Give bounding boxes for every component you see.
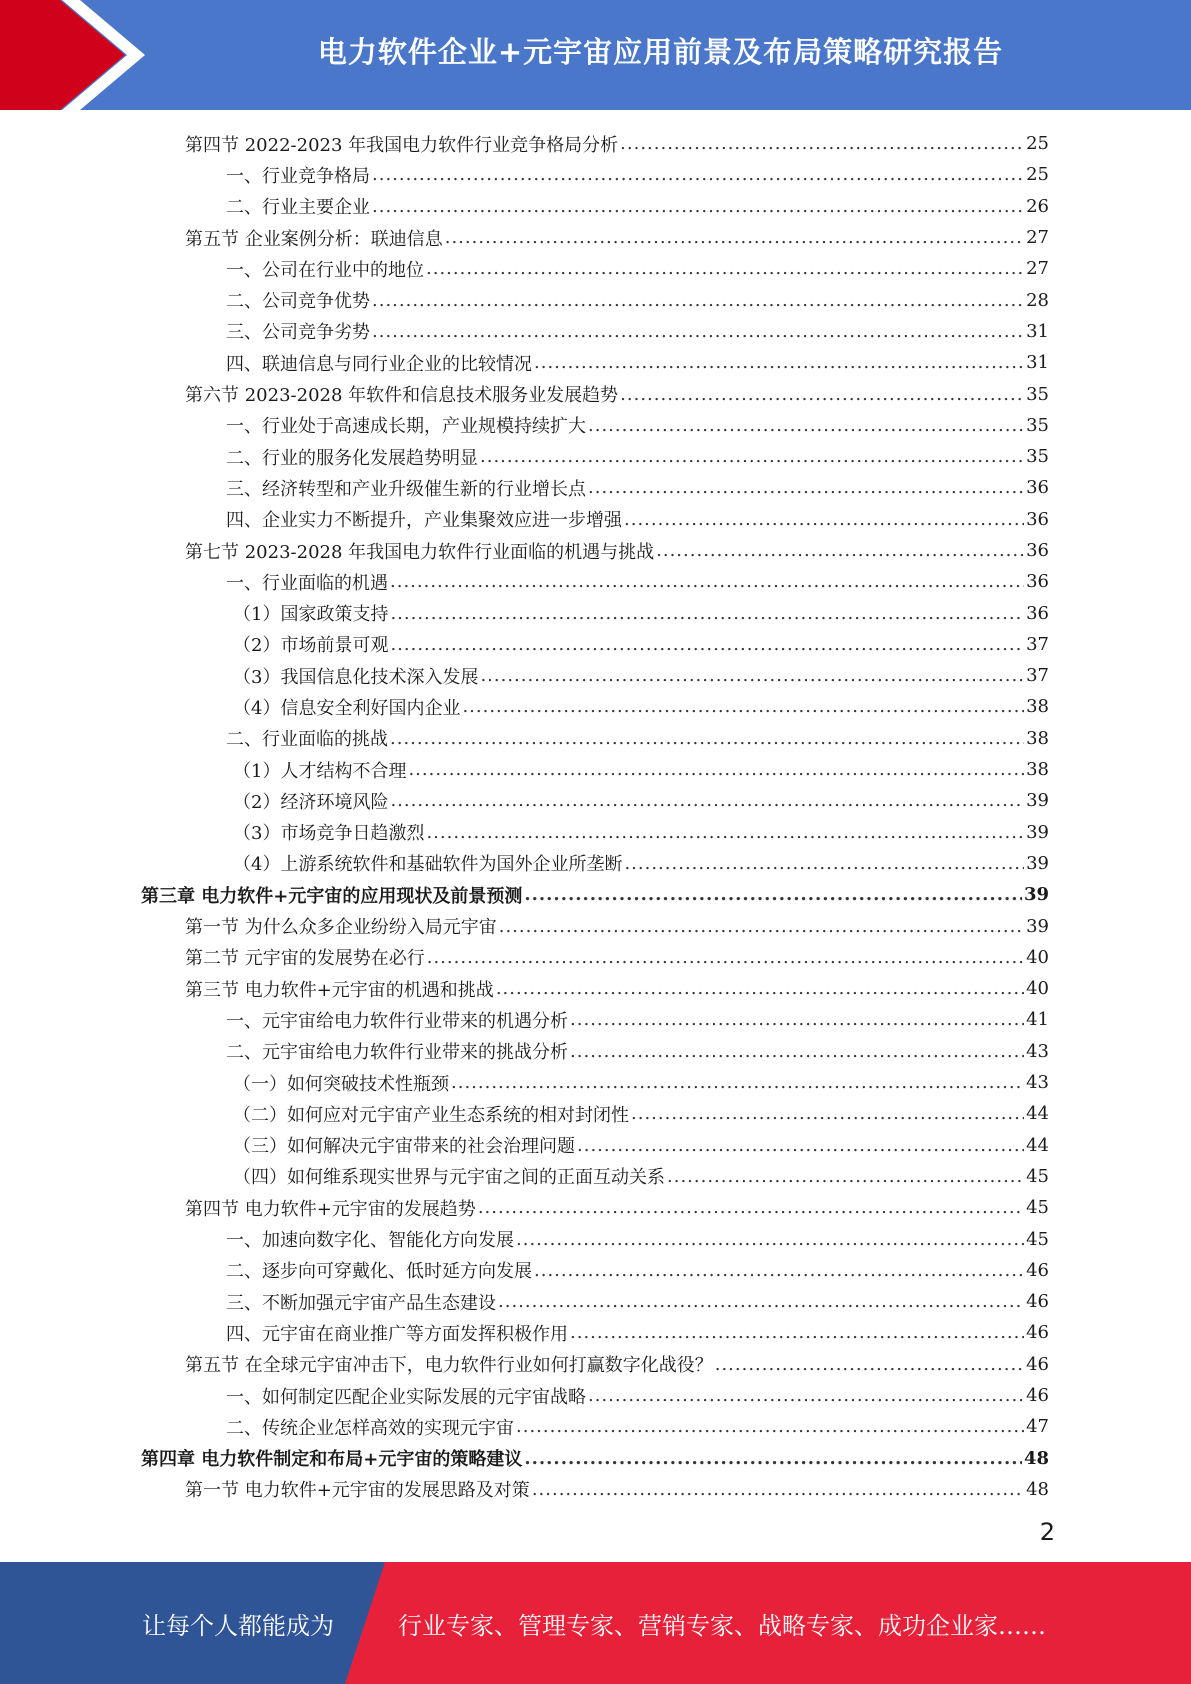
toc-section-row[interactable] (141, 910, 1049, 941)
toc-entry-page: 44 (1026, 1103, 1049, 1125)
toc-subsection-row[interactable] (141, 754, 1049, 785)
toc-entry-title: （4）上游系统软件和基础软件为国外企业所垄断 (233, 854, 623, 876)
toc-subsection-row[interactable] (141, 410, 1049, 441)
toc-dot-leader (499, 916, 1024, 937)
toc-entry-title: （四）如何维系现实世界与元宇宙之间的正面互动关系 (233, 1167, 665, 1189)
toc-dot-leader (516, 1229, 1024, 1250)
toc-entry-title: （2）市场前景可观 (233, 635, 389, 657)
toc-subsection-row[interactable] (141, 1130, 1049, 1161)
toc-dot-leader (656, 540, 1024, 561)
toc-entry-title: 二、公司竞争优势 (226, 291, 370, 313)
page-footer (0, 1562, 1191, 1684)
toc-subsection-row[interactable] (141, 1161, 1049, 1192)
toc-entry-title: 第一节 为什么众多企业纷纷入局元宇宙 (185, 917, 497, 939)
toc-entry-title: 二、逐步向可穿戴化、低时延方向发展 (226, 1261, 532, 1283)
toc-dot-leader (588, 477, 1024, 498)
toc-entry-title: （1）人才结构不合理 (233, 760, 407, 782)
toc-entry-title: 一、行业处于高速成长期，产业规模持续扩大 (226, 416, 586, 438)
toc-entry-title: （1）国家政策支持 (233, 604, 389, 626)
toc-entry-page: 39 (1026, 790, 1049, 812)
header-chevron-decoration (0, 0, 150, 110)
toc-subsection-row[interactable] (141, 1067, 1049, 1098)
footer-slogan-left: 让每个人都能成为 (142, 1611, 334, 1640)
toc-subsection-row[interactable] (141, 1004, 1049, 1035)
toc-section-row[interactable] (141, 222, 1049, 253)
toc-section-row[interactable] (141, 942, 1049, 973)
toc-subsection-row[interactable] (141, 848, 1049, 879)
toc-dot-leader (534, 352, 1024, 373)
table-of-contents (141, 128, 1049, 1505)
toc-entry-title: （二）如何应对元宇宙产业生态系统的相对封闭性 (233, 1104, 629, 1126)
toc-subsection-row[interactable] (141, 1036, 1049, 1067)
toc-entry-page: 28 (1026, 289, 1049, 311)
toc-entry-title: （3）我国信息化技术深入发展 (233, 666, 479, 688)
toc-dot-leader (390, 728, 1024, 749)
toc-dot-leader (631, 1103, 1024, 1124)
toc-dot-leader (480, 446, 1024, 467)
toc-entry-page: 45 (1026, 1165, 1049, 1187)
toc-entry-page: 36 (1026, 602, 1049, 624)
toc-subsection-row[interactable] (141, 785, 1049, 816)
toc-subsection-row[interactable] (141, 1223, 1049, 1254)
toc-subsection-row[interactable] (141, 1380, 1049, 1411)
toc-dot-leader (408, 759, 1024, 780)
toc-dot-leader (390, 571, 1024, 592)
toc-entry-page: 45 (1026, 1228, 1049, 1250)
toc-dot-leader (588, 1385, 1024, 1406)
toc-subsection-row[interactable] (141, 441, 1049, 472)
toc-entry-page: 47 (1026, 1416, 1049, 1438)
toc-subsection-row[interactable] (141, 817, 1049, 848)
toc-entry-page: 39 (1026, 852, 1049, 874)
toc-subsection-row[interactable] (141, 253, 1049, 284)
toc-entry-title: 第五节 企业案例分析：联迪信息 (185, 228, 443, 250)
toc-dot-leader (390, 790, 1024, 811)
toc-entry-page: 25 (1026, 164, 1049, 186)
toc-dot-leader (462, 696, 1024, 717)
toc-entry-title: 一、加速向数字化、智能化方向发展 (226, 1230, 514, 1252)
toc-entry-title: 三、经济转型和产业升级催生新的行业增长点 (226, 478, 586, 500)
toc-dot-leader (570, 1009, 1024, 1030)
toc-section-row[interactable] (141, 1192, 1049, 1223)
toc-entry-page: 39 (1026, 821, 1049, 843)
toc-dot-leader (532, 1479, 1024, 1500)
toc-entry-title: 四、企业实力不断提升，产业集聚效应进一步增强 (226, 510, 622, 532)
toc-subsection-row[interactable] (141, 1255, 1049, 1286)
toc-section-row[interactable] (141, 128, 1049, 159)
toc-dot-leader (390, 634, 1024, 655)
toc-entry-page: 36 (1026, 571, 1049, 593)
toc-entry-title: 第五节 在全球元宇宙冲击下，电力软件行业如何打赢数字化战役？ (185, 1355, 713, 1377)
toc-entry-page: 35 (1026, 446, 1049, 468)
toc-entry-title: 一、行业面临的机遇 (226, 572, 388, 594)
toc-entry-title: 二、传统企业怎样高效的实现元宇宙 (226, 1417, 514, 1439)
toc-dot-leader (524, 1448, 1022, 1469)
toc-dot-leader (620, 133, 1024, 154)
toc-entry-title: 第二节 元宇宙的发展势在必行 (185, 948, 425, 970)
toc-entry-page: 39 (1023, 884, 1049, 906)
toc-entry-page: 38 (1026, 727, 1049, 749)
toc-section-row[interactable] (141, 1474, 1049, 1505)
toc-dot-leader (426, 258, 1024, 279)
toc-chapter-row[interactable] (141, 879, 1049, 910)
toc-subsection-row[interactable] (141, 660, 1049, 691)
toc-entry-page: 26 (1026, 195, 1049, 217)
toc-entry-page: 36 (1026, 508, 1049, 530)
toc-entry-page: 46 (1026, 1385, 1049, 1407)
toc-entry-title: 第一节 电力软件+元宇宙的发展思路及对策 (185, 1480, 530, 1502)
toc-entry-title: 第三节 电力软件+元宇宙的机遇和挑战 (185, 979, 494, 1001)
toc-dot-leader (516, 1416, 1024, 1437)
toc-entry-title: 第四章 电力软件制定和布局+元宇宙的策略建议 (141, 1449, 523, 1471)
toc-entry-page: 37 (1026, 665, 1049, 687)
toc-entry-page: 45 (1026, 1197, 1049, 1219)
toc-entry-title: 二、元宇宙给电力软件行业带来的挑战分析 (226, 1042, 568, 1064)
toc-dot-leader (372, 164, 1024, 185)
toc-entry-page: 38 (1026, 696, 1049, 718)
toc-entry-page: 31 (1026, 352, 1049, 374)
toc-entry-page: 27 (1026, 258, 1049, 280)
toc-entry-page: 37 (1026, 633, 1049, 655)
toc-entry-title: 第三章 电力软件+元宇宙的应用现状及前景预测 (141, 885, 523, 907)
toc-subsection-row[interactable] (141, 472, 1049, 503)
toc-entry-title: 一、元宇宙给电力软件行业带来的机遇分析 (226, 1010, 568, 1032)
toc-dot-leader (570, 1041, 1024, 1062)
toc-dot-leader (715, 1354, 1024, 1375)
toc-subsection-row[interactable] (141, 316, 1049, 347)
toc-entry-page: 36 (1026, 477, 1049, 499)
toc-entry-page: 40 (1026, 946, 1049, 968)
toc-subsection-row[interactable] (141, 1317, 1049, 1348)
toc-subsection-row[interactable] (141, 191, 1049, 222)
toc-dot-leader (620, 384, 1024, 405)
footer-slogan-right: 行业专家、管理专家、营销专家、战略专家、成功企业家…… (398, 1611, 1046, 1640)
toc-entry-page: 35 (1026, 383, 1049, 405)
toc-subsection-row[interactable] (141, 159, 1049, 190)
toc-dot-leader (524, 884, 1022, 905)
toc-dot-leader (534, 1260, 1024, 1281)
toc-dot-leader (426, 822, 1024, 843)
toc-dot-leader (390, 603, 1024, 624)
toc-entry-page: 48 (1026, 1478, 1049, 1500)
toc-entry-title: （3）市场竞争日趋激烈 (233, 823, 425, 845)
toc-subsection-row[interactable] (141, 566, 1049, 597)
toc-dot-leader (445, 227, 1024, 248)
toc-entry-page: 44 (1026, 1134, 1049, 1156)
toc-dot-leader (478, 1197, 1024, 1218)
toc-entry-title: 三、不断加强元宇宙产品生态建设 (226, 1292, 496, 1314)
toc-entry-page: 41 (1026, 1009, 1049, 1031)
toc-entry-title: 第四节 2022-2023 年我国电力软件行业竞争格局分析 (185, 134, 619, 156)
toc-entry-title: 一、如何制定匹配企业实际发展的元宇宙战略 (226, 1386, 586, 1408)
toc-entry-page: 48 (1023, 1447, 1049, 1469)
toc-section-row[interactable] (141, 1349, 1049, 1380)
toc-dot-leader (667, 1166, 1024, 1187)
toc-entry-page: 40 (1026, 978, 1049, 1000)
toc-subsection-row[interactable] (141, 284, 1049, 315)
toc-entry-page: 35 (1026, 414, 1049, 436)
toc-entry-title: （一）如何突破技术性瓶颈 (233, 1073, 449, 1095)
toc-dot-leader (588, 415, 1024, 436)
toc-section-row[interactable] (141, 973, 1049, 1004)
toc-entry-page: 38 (1026, 759, 1049, 781)
toc-entry-page: 36 (1026, 540, 1049, 561)
toc-entry-title: 第四节 电力软件+元宇宙的发展趋势 (185, 1198, 476, 1220)
toc-subsection-row[interactable] (141, 597, 1049, 628)
toc-dot-leader (577, 1135, 1024, 1156)
toc-entry-title: （三）如何解决元宇宙带来的社会治理问题 (233, 1136, 575, 1158)
toc-entry-page: 39 (1026, 915, 1049, 937)
toc-section-row[interactable] (141, 535, 1049, 566)
toc-subsection-row[interactable] (141, 723, 1049, 754)
toc-entry-title: 二、行业面临的挑战 (226, 729, 388, 751)
toc-entry-title: 三、公司竞争劣势 (226, 322, 370, 344)
toc-subsection-row[interactable] (141, 1098, 1049, 1129)
toc-entry-page: 43 (1026, 1040, 1049, 1062)
toc-entry-title: 第六节 2023-2028 年软件和信息技术服务业发展趋势 (185, 385, 619, 407)
toc-subsection-row[interactable] (141, 504, 1049, 535)
toc-subsection-row[interactable] (141, 347, 1049, 378)
toc-entry-title: （4）信息安全利好国内企业 (233, 697, 461, 719)
toc-entry-page: 27 (1026, 227, 1049, 249)
toc-subsection-row[interactable] (141, 629, 1049, 660)
report-title: 电力软件企业+元宇宙应用前景及布局策略研究报告 (317, 34, 1004, 69)
toc-entry-title: （2）经济环境风险 (233, 791, 389, 813)
toc-dot-leader (427, 947, 1024, 968)
toc-entry-page: 25 (1026, 133, 1049, 155)
toc-entry-title: 二、行业主要企业 (226, 197, 370, 219)
toc-entry-page: 46 (1026, 1322, 1049, 1344)
toc-entry-title: 二、行业的服务化发展趋势明显 (226, 447, 478, 469)
page-number: 2 (1039, 1518, 1055, 1546)
toc-section-row[interactable] (141, 378, 1049, 409)
toc-dot-leader (498, 1291, 1024, 1312)
toc-entry-page: 46 (1026, 1353, 1049, 1375)
toc-entry-title: 四、元宇宙在商业推广等方面发挥积极作用 (226, 1323, 568, 1345)
toc-entry-title: 四、联迪信息与同行业企业的比较情况 (226, 353, 532, 375)
toc-chapter-row[interactable] (141, 1442, 1049, 1473)
toc-entry-page: 43 (1026, 1072, 1049, 1094)
toc-dot-leader (624, 509, 1024, 530)
toc-entry-title: 第七节 2023-2028 年我国电力软件行业面临的机遇与挑战 (185, 541, 655, 563)
toc-subsection-row[interactable] (141, 691, 1049, 722)
toc-dot-leader (451, 1072, 1024, 1093)
toc-entry-page: 31 (1026, 320, 1049, 342)
toc-entry-page: 46 (1026, 1259, 1049, 1281)
toc-entry-page: 46 (1026, 1291, 1049, 1313)
toc-dot-leader (480, 665, 1024, 686)
toc-dot-leader (372, 290, 1024, 311)
page-header (0, 0, 1191, 110)
toc-dot-leader (570, 1322, 1024, 1343)
toc-dot-leader (624, 853, 1024, 874)
toc-dot-leader (372, 196, 1024, 217)
toc-entry-title: 一、公司在行业中的地位 (226, 259, 424, 281)
toc-dot-leader (372, 321, 1024, 342)
toc-dot-leader (496, 978, 1024, 999)
toc-entry-title: 一、行业竞争格局 (226, 165, 370, 187)
toc-subsection-row[interactable] (141, 1411, 1049, 1442)
toc-subsection-row[interactable] (141, 1286, 1049, 1317)
